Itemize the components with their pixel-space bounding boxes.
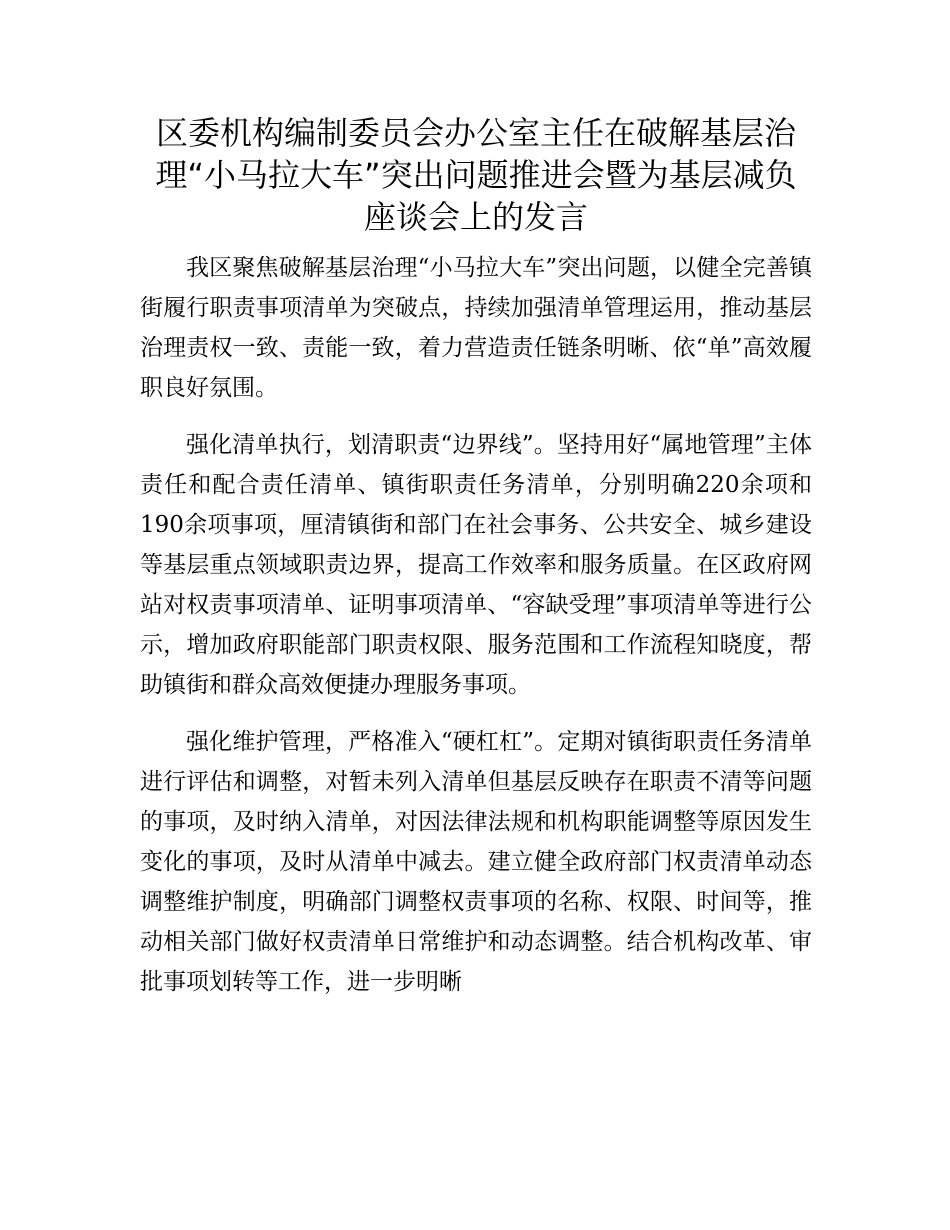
document-title: 区委机构编制委员会办公室主任在破解基层治理“小马拉大车”突出问题推进会暨为基层减负座谈会上的发言 (155, 114, 797, 236)
paragraph-list-execution: 强化清单执行，划清职责“边界线”。坚持用好“属地管理”主体责任和配合责任清单、镇街职责任务清单，分别明确220余项和190余项事项，厘清镇街和部门在社会事务、公共安全、城乡建设等基层重点领域职责边界，提高工作效率和服务质量。在区政府网站对权责事项清单、证明事项清单、“容缺受理”事项清单等进行公示，增加政府职能部门职责权限、服务范围和工作流程知晓度，帮助镇街和群众高效便捷办理服务事项。 (140, 432, 812, 698)
paragraph-maintenance: 强化维护管理，严格准入“硬杠杠”。定期对镇街职责任务清单进行评估和调整，对暂未列入清单但基层反映存在职责不清等问题的事项，及时纳入清单，对因法律法规和机构职能调整等原因发生变化的事项，及时从清单中减去。建立健全政府部门权责清单动态调整维护制度，明确部门调整权责事项的名称、权限、时间等，推动相关部门做好权责清单日常维护和动态调整。结合机构改革、审批事项划转等工作，进一步明晰 (140, 729, 812, 995)
document-body (140, 112, 812, 1019)
paragraph-intro: 我区聚焦破解基层治理“小马拉大车”突出问题，以健全完善镇街履行职责事项清单为突破点，持续加强清单管理运用，推动基层治理责权一致、责能一致，着力营造责任链条明晰、依“单”高效履职良好氛围。 (140, 255, 812, 401)
